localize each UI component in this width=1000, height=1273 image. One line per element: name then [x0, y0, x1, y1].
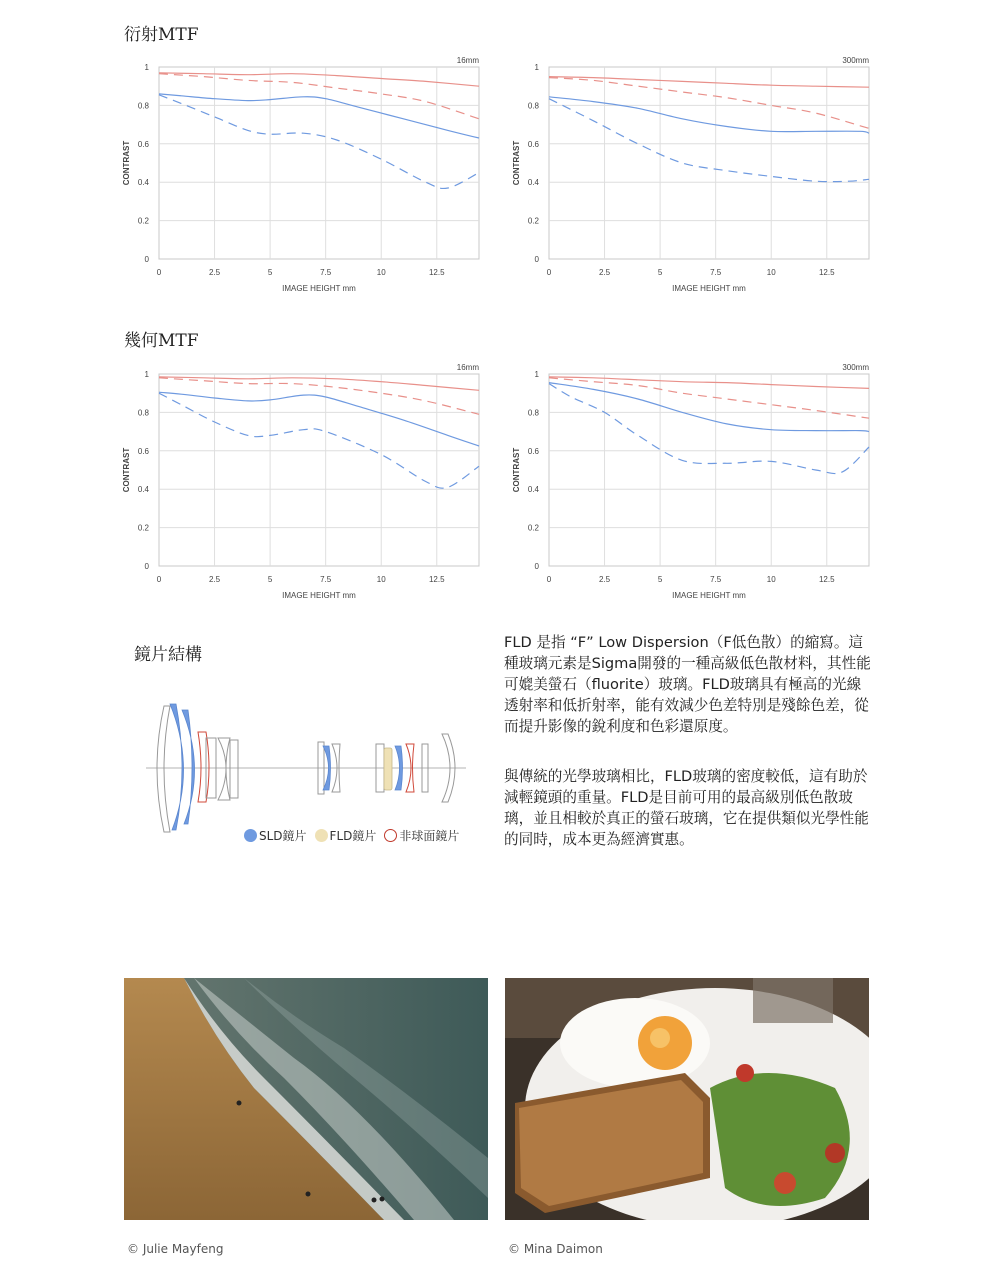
- geometric-mtf-title: 幾何MTF: [124, 331, 199, 351]
- x-tick-label: 10: [376, 268, 386, 277]
- beach-photo: [124, 978, 488, 1220]
- y-axis-label: CONTRAST: [122, 447, 131, 493]
- legend-fld-swatch: [315, 829, 328, 842]
- lens-legend: [244, 827, 463, 844]
- y-tick-label: 0: [144, 255, 149, 264]
- y-tick-label: 0.4: [527, 178, 539, 188]
- mtf-series-line-2: [549, 383, 869, 432]
- y-axis-label: CONTRAST: [512, 447, 521, 493]
- y-tick-label: 0.8: [137, 101, 149, 111]
- y-tick-label: 0.6: [137, 139, 149, 149]
- mtf-series-line-2: [159, 392, 479, 446]
- lens-construction-title: 鏡片結構: [134, 645, 202, 665]
- breakfast-photo-caption: © Mina Daimon: [508, 1242, 603, 1256]
- plot-frame: [159, 374, 479, 566]
- mtf-chart-geometric-300mm: [500, 357, 880, 607]
- legend-aspherical-swatch: [384, 829, 397, 842]
- x-axis-label: IMAGE HEIGHT mm: [282, 284, 356, 293]
- plot-frame: [549, 374, 869, 566]
- y-tick-label: 0.4: [137, 178, 149, 188]
- x-tick-label: 5: [267, 575, 273, 584]
- y-axis-label: CONTRAST: [512, 140, 521, 186]
- x-tick-label: 12.5: [428, 575, 445, 584]
- focal-length-tag: 16mm: [456, 363, 479, 372]
- mtf-chart-geometric-16mm: [110, 357, 490, 607]
- lens-element-3: [218, 738, 230, 800]
- x-tick-label: 2.5: [208, 268, 221, 277]
- mtf-series-line-0: [549, 377, 869, 389]
- x-tick-label: 10: [766, 268, 776, 277]
- lens-element-fld-1: [384, 748, 392, 790]
- x-tick-label: 2.5: [598, 575, 611, 584]
- mtf-series-line-3: [549, 99, 869, 182]
- y-axis-label: CONTRAST: [122, 140, 131, 186]
- diffraction-mtf-title: 衍射MTF: [124, 25, 199, 45]
- y-tick-label: 0.8: [137, 408, 149, 418]
- x-tick-label: 12.5: [818, 575, 835, 584]
- y-tick-label: 0.2: [137, 523, 149, 533]
- y-tick-label: 1: [534, 63, 539, 72]
- legend-sld: [244, 827, 307, 844]
- focal-length-tag: 300mm: [842, 363, 869, 372]
- fld-description-paragraph: FLD 是指 “F” Low Dispersion（F低色散）的縮寫。這種玻璃元素是Sigma開發的一種高級低色散材料，其性能可媲美螢石（fluorite）玻璃。FLD玻璃具有極高的光線透射率和低折射率，能有效減少色差特別是殘餘色差，從而提升影像的銳利度和色彩還原度。: [504, 634, 871, 735]
- y-tick-label: 0.6: [137, 446, 149, 456]
- mtf-chart-diffraction-16mm: [110, 50, 490, 300]
- lens-element-front-outline: [157, 706, 170, 832]
- x-tick-label: 10: [376, 575, 386, 584]
- x-tick-label: 7.5: [710, 575, 722, 584]
- y-tick-label: 0.8: [527, 101, 539, 111]
- y-tick-label: 0.4: [527, 485, 539, 495]
- mtf-series-line-0: [159, 377, 479, 390]
- y-tick-label: 0.6: [527, 446, 539, 456]
- x-tick-label: 7.5: [320, 575, 332, 584]
- legend-sld-label: SLD鏡片: [259, 829, 307, 843]
- x-tick-label: 10: [766, 575, 776, 584]
- mtf-series-line-1: [549, 78, 869, 129]
- legend-aspherical-label: 非球面鏡片: [399, 829, 460, 843]
- focal-length-tag: 16mm: [456, 56, 479, 65]
- x-tick-label: 12.5: [428, 268, 445, 277]
- x-tick-label: 5: [267, 268, 273, 277]
- lens-element-sld-1: [170, 704, 184, 830]
- y-tick-label: 0.8: [527, 408, 539, 418]
- y-tick-label: 0.4: [137, 485, 149, 495]
- x-axis-label: IMAGE HEIGHT mm: [282, 591, 356, 600]
- y-tick-label: 0.2: [527, 523, 539, 533]
- mtf-series-line-0: [549, 77, 869, 88]
- focal-length-tag: 300mm: [842, 56, 869, 65]
- x-tick-label: 5: [657, 575, 663, 584]
- x-axis-label: IMAGE HEIGHT mm: [672, 591, 746, 600]
- y-tick-label: 0: [534, 562, 539, 571]
- fld-weight-paragraph: 與傳統的光學玻璃相比，FLD玻璃的密度較低，這有助於減輕鏡頭的重量。FLD是目前可用的最高級別低色散玻璃，並且相較於真正的螢石玻璃，它在提供類似光學性能的同時，成本更為經濟實惠。: [504, 768, 869, 848]
- legend-fld: [315, 827, 377, 844]
- plot-frame: [549, 67, 869, 259]
- y-tick-label: 0: [144, 562, 149, 571]
- lens-element-4: [230, 740, 238, 798]
- breakfast-photo: [505, 978, 869, 1220]
- mtf-series-line-3: [159, 95, 479, 189]
- y-tick-label: 1: [534, 370, 539, 379]
- x-tick-label: 0: [546, 268, 552, 277]
- mtf-chart-diffraction-300mm: [500, 50, 880, 300]
- mtf-series-line-2: [159, 94, 479, 138]
- y-tick-label: 0.2: [137, 216, 149, 226]
- plot-frame: [159, 67, 479, 259]
- x-tick-label: 5: [657, 268, 663, 277]
- legend-sld-swatch: [244, 829, 257, 842]
- y-tick-label: 0.2: [527, 216, 539, 226]
- mtf-series-line-3: [159, 393, 479, 488]
- x-tick-label: 0: [156, 575, 162, 584]
- legend-aspherical: [384, 827, 459, 844]
- mtf-series-line-0: [159, 73, 479, 86]
- beach-photo-caption: © Julie Mayfeng: [127, 1242, 224, 1256]
- x-tick-label: 7.5: [320, 268, 332, 277]
- y-tick-label: 0.6: [527, 139, 539, 149]
- x-tick-label: 2.5: [208, 575, 221, 584]
- x-tick-label: 12.5: [818, 268, 835, 277]
- x-tick-label: 7.5: [710, 268, 722, 277]
- x-tick-label: 0: [546, 575, 552, 584]
- lens-diagram: [146, 698, 468, 838]
- lens-element-aspherical-1: [198, 732, 209, 802]
- mtf-series-line-1: [159, 74, 479, 119]
- y-tick-label: 0: [534, 255, 539, 264]
- y-tick-label: 1: [144, 63, 149, 72]
- x-tick-label: 0: [156, 268, 162, 277]
- legend-fld-label: FLD鏡片: [329, 829, 377, 843]
- x-axis-label: IMAGE HEIGHT mm: [672, 284, 746, 293]
- mtf-series-line-3: [549, 384, 869, 474]
- x-tick-label: 2.5: [598, 268, 611, 277]
- y-tick-label: 1: [144, 370, 149, 379]
